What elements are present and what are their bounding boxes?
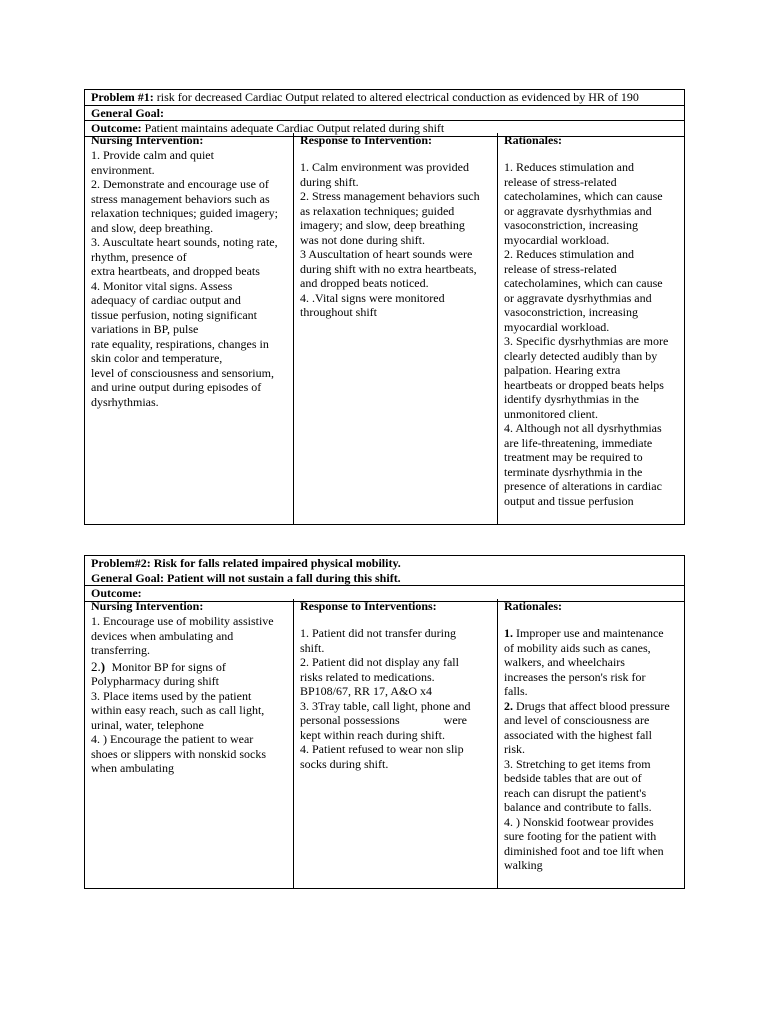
rationale-line: risk. (504, 742, 525, 756)
rationale-line: release of stress-related (504, 261, 617, 276)
problem2-rationales-column (498, 599, 684, 888)
intervention-line: 4. ) Encourage the patient to wear (91, 732, 254, 746)
problem1-goal-label: General Goal: (91, 105, 164, 120)
response-line: 2. Stress management behaviors such (300, 189, 480, 203)
intervention-line: Polypharmacy during shift (91, 674, 219, 688)
response-line: during shift. (300, 174, 359, 189)
problem1-interventions-column (85, 133, 294, 524)
intervention-line: when ambulating (91, 761, 174, 775)
rationale-line: or aggravate dysrhythmias and (504, 203, 652, 218)
intervention2-text: Monitor BP for signs of (111, 659, 226, 674)
rationale-line: 3. Stretching to get items from (504, 756, 651, 771)
rationale-line: unmonitored client. (504, 406, 598, 421)
intervention-line: rhythm, presence of (91, 249, 187, 264)
rationale-line: 3. Specific dysrhythmias are more (504, 334, 669, 348)
response-line: 1. Patient did not transfer during (300, 626, 456, 640)
problem1-outcome-label: Outcome: (91, 121, 142, 135)
response-line: throughout shift (300, 305, 377, 319)
intervention-line: stress management behaviors such as (91, 191, 270, 206)
rationale-line: increases the person's risk for (504, 669, 646, 684)
intervention-line: extra heartbeats, and dropped beats (91, 264, 260, 278)
rationale-line: sure footing for the patient with (504, 829, 657, 843)
problem2-interventions-column (85, 599, 294, 888)
intervention-line: dysrhythmias. (91, 394, 159, 409)
rationale1-number: 1. (504, 626, 513, 640)
problem1-responses-column (294, 133, 498, 524)
rationale-line: 4. Although not all dysrhythmias (504, 421, 662, 435)
rationale-line: identify dysrhythmias in the (504, 392, 639, 406)
rationale2-text: Drugs that affect blood pressure (516, 698, 670, 713)
problem1-interventions-list (91, 148, 287, 409)
response-line: and dropped beats noticed. (300, 276, 429, 290)
rationale-line: associated with the highest fall (504, 727, 652, 742)
rationale-line: catecholamines, which can cause (504, 276, 663, 290)
rationale-line: output and tissue perfusion (504, 493, 634, 508)
intervention2-paren: ) (100, 658, 106, 674)
intervention-line: adequacy of cardiac output and (91, 293, 241, 307)
response-line: kept within reach during shift. (300, 727, 445, 742)
rationale-line: myocardial workload. (504, 232, 610, 247)
rationale-line: terminate dysrhythmia in the (504, 464, 643, 479)
problem2-columns (85, 599, 684, 888)
intervention-line: and slow, deep breathing. (91, 220, 214, 235)
rationale-line: walkers, and wheelchairs (504, 655, 625, 669)
problem1-rationales-header: Rationales: (504, 133, 562, 147)
response-line: 4. .Vital signs were monitored (300, 290, 445, 305)
rationale-line: heartbeats or dropped beats helps (504, 377, 664, 392)
intervention-line: environment. (91, 162, 155, 177)
intervention-line: tissue perfusion, noting significant (91, 307, 257, 322)
intervention-line: skin color and temperature, (91, 351, 223, 365)
intervention-line: level of consciousness and sensorium, (91, 365, 274, 380)
intervention-line: shoes or slippers with nonskid socks (91, 746, 266, 761)
response-line: BP108/67, RR 17, A&O x4 (300, 684, 433, 698)
rationale-line: myocardial workload. (504, 319, 610, 334)
rationale-line: presence of alterations in cardiac (504, 479, 662, 493)
rationale-line: palpation. Hearing extra (504, 363, 621, 377)
problem2-header-row (85, 556, 684, 571)
rationale-line: vasoconstriction, increasing (504, 218, 638, 232)
problem2-responses-header: Response to Interventions: (300, 599, 437, 613)
problem1-table (84, 89, 685, 525)
response-line: during shift with no extra heartbeats, (300, 261, 477, 276)
rationale-line: release of stress-related (504, 174, 617, 189)
response-line: risks related to medications. (300, 669, 435, 684)
intervention-line: 1. Provide calm and quiet (91, 148, 214, 162)
problem2-outcome: Outcome: (91, 586, 142, 600)
rationale2-number: 2. (504, 698, 513, 713)
problem1-columns (85, 133, 684, 524)
intervention-line: 1. Encourage use of mobility assistive (91, 614, 274, 628)
problem1-rationales-list (504, 160, 678, 508)
intervention-line: 3. Place items used by the patient (91, 688, 252, 703)
intervention-line: rate equality, respirations, changes in (91, 336, 269, 351)
rationale-line: 4. ) Nonskid footwear provides (504, 814, 654, 829)
rationale-line: clearly detected audibly than by (504, 348, 658, 363)
problem2-table (84, 555, 685, 889)
problem1-responses-list (300, 160, 491, 320)
problem1-outcome-text: Patient maintains adequate Cardiac Output related during shift (141, 121, 445, 135)
problem1-interventions-header: Nursing Intervention: (91, 133, 204, 147)
rationale-line: balance and contribute to falls. (504, 800, 652, 814)
response-line: was not done during shift. (300, 232, 425, 247)
response-line: socks during shift. (300, 756, 389, 771)
rationale-line: treatment may be required to (504, 450, 643, 464)
rationale-line: catecholamines, which can cause (504, 189, 663, 203)
problem2-goal: General Goal: Patient will not sustain a fall during this shift. (91, 570, 401, 585)
response-line: shift. (300, 640, 325, 655)
rationale-line: vasoconstriction, increasing (504, 305, 638, 319)
rationale-line: diminished foot and toe lift when (504, 843, 664, 858)
rationale-line: falls. (504, 684, 528, 698)
intervention-line (91, 660, 287, 675)
rationale-line: of mobility aids such as canes, (504, 640, 651, 655)
response-line: as relaxation techniques; guided (300, 203, 455, 218)
response-line: 3 Auscultation of heart sounds were (300, 247, 473, 261)
intervention-line: devices when ambulating and (91, 628, 234, 643)
rationale-line: or aggravate dysrhythmias and (504, 290, 652, 305)
rationale1-text: Improper use and maintenance (516, 626, 664, 640)
rationale-line: bedside tables that are out of (504, 771, 642, 785)
intervention-line: transferring. (91, 643, 150, 657)
response-line: 2. Patient did not display any fall (300, 655, 459, 669)
rationale-line: walking (504, 858, 543, 872)
rationale-line: reach can disrupt the patient's (504, 785, 647, 800)
problem1-header-row (85, 90, 684, 106)
intervention-line: and urine output during episodes of (91, 380, 262, 394)
intervention-line: within easy reach, such as call light, (91, 703, 265, 717)
intervention-line: variations in BP, pulse (91, 322, 199, 336)
intervention-line: 3. Auscultate heart sounds, noting rate, (91, 235, 278, 249)
rationale-line: 2. Reduces stimulation and (504, 247, 634, 261)
intervention-line: 2. Demonstrate and encourage use of (91, 177, 269, 191)
problem2-responses-column (294, 599, 498, 888)
response-line: 4. Patient refused to wear non slip (300, 742, 464, 756)
problem2-interventions-header: Nursing Intervention: (91, 599, 204, 613)
intervention-line: urinal, water, telephone (91, 717, 204, 732)
problem1-rationales-column (498, 133, 684, 524)
rationale-line (504, 626, 678, 641)
problem1-text: risk for decreased Cardiac Output related to altered electrical conduction as evidenced by HR of 190 (153, 90, 639, 104)
intervention2-number: 2. (91, 658, 101, 674)
intervention-line: relaxation techniques; guided imagery; (91, 206, 278, 220)
problem1-goal-row (85, 106, 684, 121)
response-line: imagery; and slow, deep breathing (300, 218, 465, 232)
response-line: 3. 3Tray table, call light, phone and (300, 698, 471, 713)
intervention-line: 4. Monitor vital signs. Assess (91, 278, 233, 293)
response-split-right: were (443, 713, 467, 727)
response-split-left: personal possessions (300, 713, 400, 727)
rationale-line: are life-threatening, immediate (504, 435, 653, 450)
problem2-goal-row (85, 571, 684, 587)
rationale-line: and level of consciousness are (504, 713, 650, 727)
response-line: 1. Calm environment was provided (300, 160, 469, 174)
problem1-label: Problem #1: (91, 90, 154, 104)
response-line (300, 713, 491, 728)
rationale-line (504, 699, 678, 714)
problem2-rationales-header: Rationales: (504, 599, 562, 613)
problem1-responses-header: Response to Intervention: (300, 133, 432, 147)
rationale-line: 1. Reduces stimulation and (504, 160, 634, 174)
problem2-title: Problem#2: Risk for falls related impaired physical mobility. (91, 556, 401, 570)
